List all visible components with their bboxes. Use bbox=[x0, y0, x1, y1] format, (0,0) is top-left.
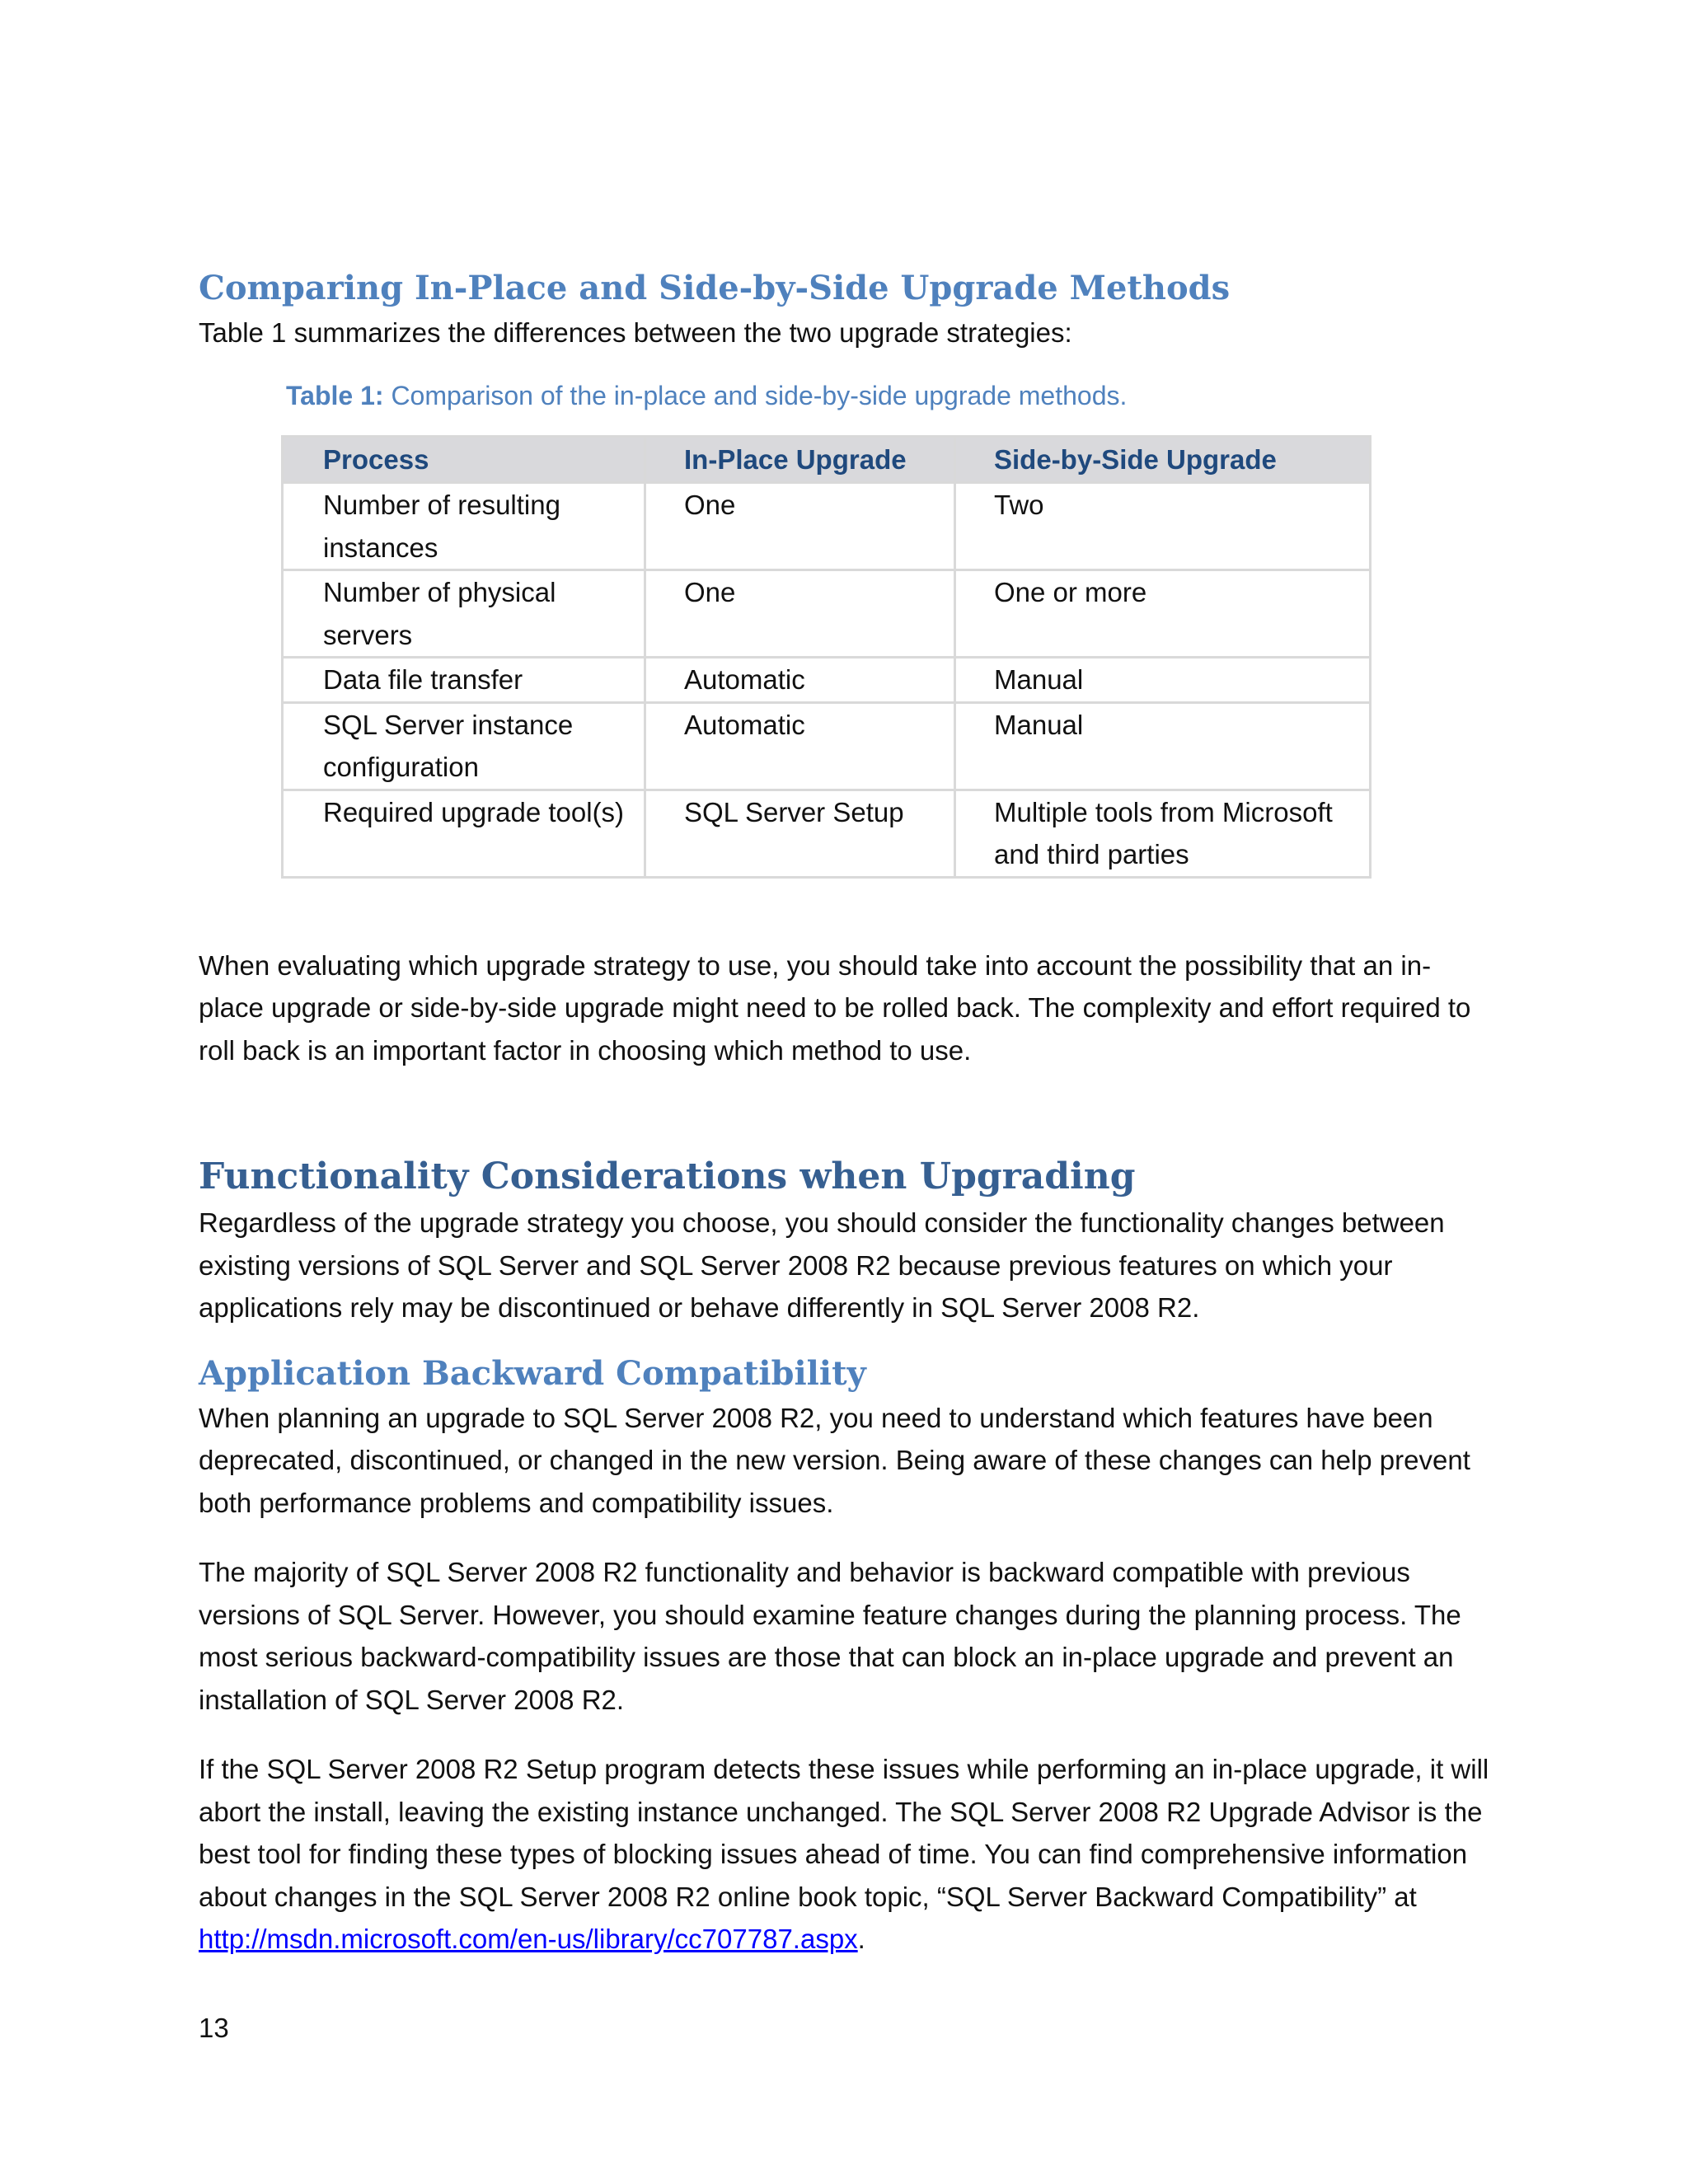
page-number: 13 bbox=[199, 2013, 229, 2043]
table-row bbox=[283, 702, 1371, 790]
table-caption-label: Table 1: bbox=[286, 380, 384, 410]
table-row bbox=[283, 570, 1371, 658]
compat-paragraph-3-end: . bbox=[857, 1924, 865, 1954]
table-cell: SQL Server instance configuration bbox=[283, 702, 645, 790]
header-side-by-side: Side-by-Side Upgrade bbox=[955, 436, 1371, 483]
table-cell: Number of resulting instances bbox=[283, 483, 645, 570]
table-cell: SQL Server Setup bbox=[645, 790, 955, 877]
header-process: Process bbox=[283, 436, 645, 483]
table-cell: Number of physical servers bbox=[283, 570, 645, 658]
table-cell: Manual bbox=[955, 658, 1371, 703]
table-cell: One bbox=[645, 483, 955, 570]
compat-paragraph-1: When planning an upgrade to SQL Server 2008 R2, you need to understand which features have been deprecated, discontinued, or changed in the new version. Being aware of these changes can help prevent both performance problems and compatibility issues. bbox=[199, 1402, 1470, 1518]
functionality-paragraph: Regardless of the upgrade strategy you choose, you should consider the functionality changes between existing versions of SQL Server and SQL Server 2008 R2 because previous features on which your applications rely may be discontinued or behave differently in SQL Server 2008 R2. bbox=[199, 1207, 1445, 1323]
table-cell: Data file transfer bbox=[283, 658, 645, 703]
table-cell: One bbox=[645, 570, 955, 658]
table-row bbox=[283, 658, 1371, 703]
intro-paragraph: Table 1 summarizes the differences between the two upgrade strategies: bbox=[199, 317, 1072, 348]
table-cell: Automatic bbox=[645, 658, 955, 703]
rollback-paragraph: When evaluating which upgrade strategy to use, you should take into account the possibility that an in-place upgrade or side-by-side upgrade might need to be rolled back. The complexity and effort required to roll back is an important factor in choosing which method to use. bbox=[199, 949, 1471, 1066]
header-in-place: In-Place Upgrade bbox=[645, 436, 955, 483]
table-cell: Automatic bbox=[645, 702, 955, 790]
msdn-backward-compat-link[interactable]: http://msdn.microsoft.com/en-us/library/cc707787.aspx bbox=[199, 1924, 858, 1954]
table-row bbox=[283, 483, 1371, 570]
table-cell: Manual bbox=[955, 702, 1371, 790]
heading-backward-compatibility: Application Backward Compatibility bbox=[199, 1353, 866, 1393]
table-cell: One or more bbox=[955, 570, 1371, 658]
table-cell: Multiple tools from Microsoft and third parties bbox=[955, 790, 1371, 877]
comparison-table bbox=[281, 435, 1372, 879]
compat-paragraph-3 bbox=[199, 1748, 1493, 1961]
table-cell: Two bbox=[955, 483, 1371, 570]
compat-paragraph-2: The majority of SQL Server 2008 R2 functionality and behavior is backward compatible with previous versions of SQL Server. However, you should examine feature changes during the planning process. The most serious backward-compatibility issues are those that can block an in-place upgrade and prevent an installation of SQL Server 2008 R2. bbox=[199, 1557, 1461, 1715]
table-cell: Required upgrade tool(s) bbox=[283, 790, 645, 877]
heading-comparing-upgrade-methods: Comparing In-Place and Side-by-Side Upgrade Methods bbox=[199, 269, 1231, 307]
table-caption-text: Comparison of the in-place and side-by-side upgrade methods. bbox=[383, 380, 1128, 410]
table-header-row bbox=[283, 436, 1371, 483]
table-row bbox=[283, 790, 1371, 877]
table-caption bbox=[286, 377, 1493, 414]
compat-paragraph-3-text: If the SQL Server 2008 R2 Setup program detects these issues while performing an in-place upgrade, it will abort the install, leaving the existing instance unchanged. The SQL Server 2008 R2 Upgrade Advisor is the best tool for finding these types of blocking issues ahead of time. You can find comprehensive information about changes in the SQL Server 2008 R2 online book topic, “SQL Server Backward Compatibility” at bbox=[199, 1754, 1489, 1912]
heading-functionality-considerations: Functionality Considerations when Upgrading bbox=[199, 1155, 1136, 1197]
page-content bbox=[199, 265, 1493, 1961]
